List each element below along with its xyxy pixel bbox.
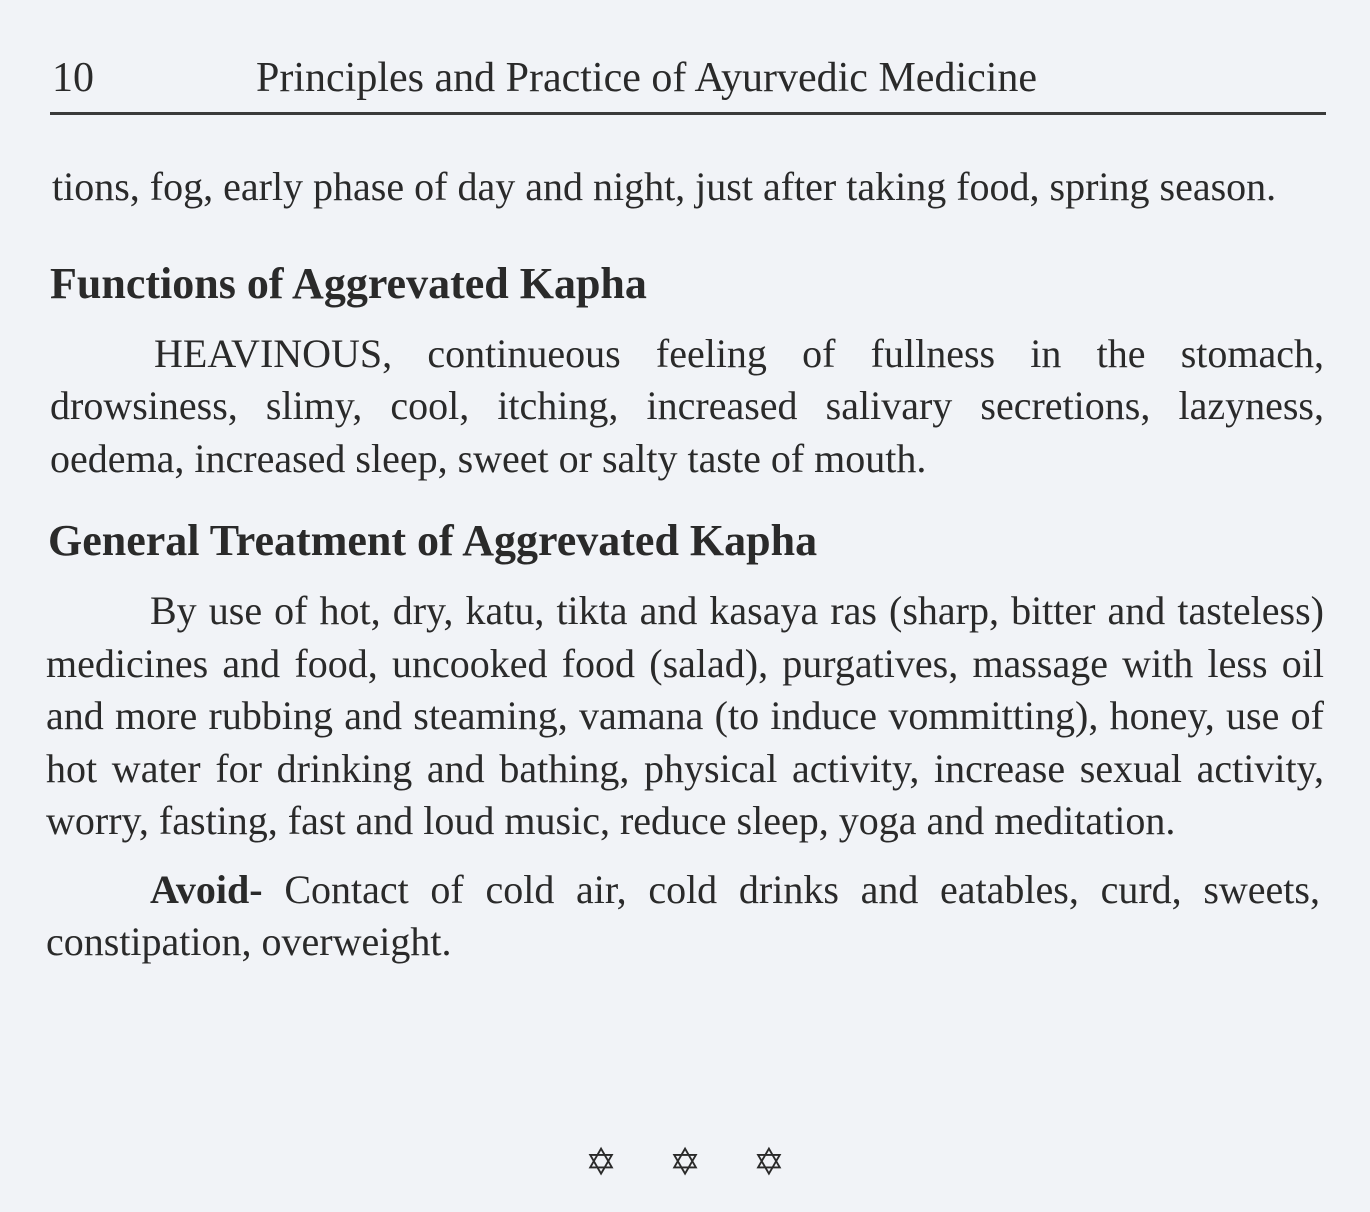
avoid-paragraph: [46, 864, 1320, 969]
star-of-david-icon: ✡: [585, 1140, 617, 1184]
end-ornaments: [0, 1140, 1370, 1184]
treatment-paragraph: By use of hot, dry, katu, tikta and kasaya ras (sharp, bitter and tasteless) medicines and food, uncooked food (salad), purgatives, massage with less oil and more rubbing and steaming, vamana (to induce vommitting), honey, use of hot water for drinking and bathing, physical activity, increase sexual activity, worry, fasting, fast and loud music, reduce sleep, yoga and meditation.: [46, 588, 1324, 843]
star-of-david-icon: ✡: [669, 1140, 701, 1184]
running-header: [50, 52, 1326, 115]
running-title: Principles and Practice of Ayurvedic Medicine: [256, 55, 1038, 101]
functions-paragraph: HEAVINOUS, continueous feeling of fullness in the stomach, drowsiness, slimy, cool, itching, increased salivary secretions, lazyness, oedema, increased sleep, sweet or salty taste of mouth.: [50, 330, 1324, 481]
avoid-label: Avoid-: [150, 866, 263, 912]
avoid-text: Contact of cold air, cold drinks and eatables, curd, sweets, constipation, overweight.: [46, 866, 1320, 964]
section-heading-functions: Functions of Aggrevated Kapha: [50, 258, 647, 308]
section-heading-treatment: General Treatment of Aggrevated Kapha: [48, 516, 818, 565]
page-number: 10: [52, 55, 94, 101]
star-of-david-icon: ✡: [753, 1140, 785, 1184]
continued-paragraph: tions, fog, early phase of day and night, just after taking food, spring season.: [52, 164, 1277, 209]
